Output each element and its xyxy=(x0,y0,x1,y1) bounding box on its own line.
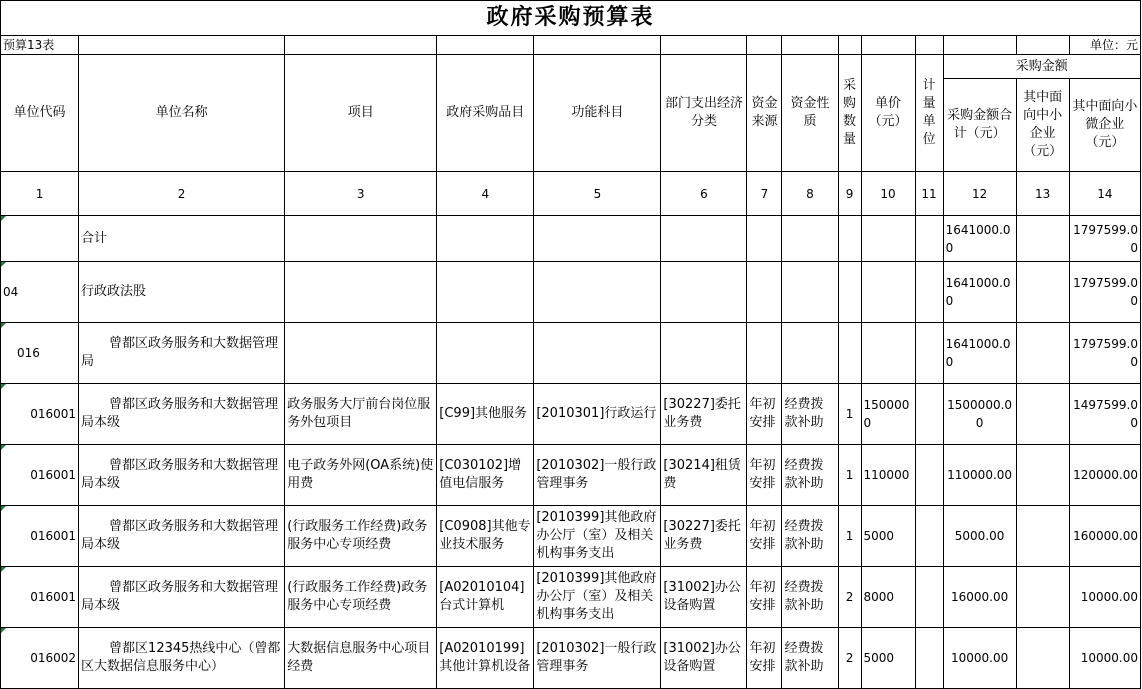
header-price: 单价（元） xyxy=(861,55,915,172)
row-func-subject xyxy=(534,262,661,323)
row-amount-sme xyxy=(1016,323,1069,384)
row-proc-item xyxy=(437,323,534,384)
header-amount-total: 采购金额合计（元） xyxy=(943,79,1016,172)
row-amount-sme xyxy=(1016,445,1069,506)
row-amount-micro: 10000.00 xyxy=(1069,628,1140,689)
row-econ-class: [31002]办公设备购置 xyxy=(661,567,747,628)
table-row xyxy=(1,445,1141,506)
col-number: 13 xyxy=(1016,172,1069,216)
row-project xyxy=(285,323,437,384)
row-unit-name: 曾都区政务服务和大数据管理局本级 xyxy=(79,506,285,567)
col-number: 7 xyxy=(747,172,782,216)
row-project: (行政服务工作经费)政务服务中心专项经费 xyxy=(285,567,437,628)
row-amount-total: 1500000.00 xyxy=(943,384,1016,445)
row-econ-class: [30227]委托业务费 xyxy=(661,384,747,445)
row-project: (行政服务工作经费)政务服务中心专项经费 xyxy=(285,506,437,567)
row-unit-name: 行政政法股 xyxy=(79,262,285,323)
table-row xyxy=(1,262,1141,323)
page-title: 政府采购预算表 xyxy=(1,1,1141,36)
col-number: 2 xyxy=(79,172,285,216)
table-body xyxy=(1,216,1141,689)
row-fund-nature: 经费拨款补助 xyxy=(782,384,838,445)
row-unit-code: 016001 xyxy=(1,445,79,506)
row-amount-micro: 1797599.00 xyxy=(1069,323,1140,384)
row-amount-sme xyxy=(1016,567,1069,628)
row-qty: 1 xyxy=(838,384,861,445)
row-unit-code: 04 xyxy=(1,262,79,323)
row-project: 政务服务大厅前台岗位服务外包项目 xyxy=(285,384,437,445)
row-func-subject: [2010399]其他政府办公厅（室）及相关机构事务支出 xyxy=(534,506,661,567)
row-unit-name: 曾都区12345热线中心（曾都区大数据信息服务中心） xyxy=(79,628,285,689)
unit-label: 单位：元 xyxy=(1069,36,1140,55)
col-number: 1 xyxy=(1,172,79,216)
row-amount-sme xyxy=(1016,216,1069,262)
row-price xyxy=(861,216,915,262)
row-qty: 2 xyxy=(838,628,861,689)
table-row xyxy=(1,567,1141,628)
table-row xyxy=(1,384,1141,445)
row-func-subject xyxy=(534,323,661,384)
header-fund-source: 资金来源 xyxy=(747,55,782,172)
row-proc-item xyxy=(437,216,534,262)
row-fund-source xyxy=(747,262,782,323)
row-amount-micro: 120000.00 xyxy=(1069,445,1140,506)
row-proc-item: [A02010199]其他计算机设备 xyxy=(437,628,534,689)
col-number: 6 xyxy=(661,172,747,216)
row-price: 5000 xyxy=(861,506,915,567)
header-amount-sme: 其中面向中小企业（元） xyxy=(1016,79,1069,172)
row-amount-micro: 160000.00 xyxy=(1069,506,1140,567)
row-fund-source: 年初安排 xyxy=(747,445,782,506)
row-unit-name: 曾都区政务服务和大数据管理局本级 xyxy=(79,567,285,628)
row-proc-item xyxy=(437,262,534,323)
row-fund-nature: 经费拨款补助 xyxy=(782,567,838,628)
row-unit-code: 016001 xyxy=(1,506,79,567)
row-price xyxy=(861,323,915,384)
col-number: 14 xyxy=(1069,172,1140,216)
header-unit-code: 单位代码 xyxy=(1,55,79,172)
row-unit-name: 曾都区政务服务和大数据管理局 xyxy=(79,323,285,384)
row-measure xyxy=(915,628,943,689)
row-unit-code: 016001 xyxy=(1,567,79,628)
row-project: 电子政务外网(OA系统)使用费 xyxy=(285,445,437,506)
row-func-subject: [2010399]其他政府办公厅（室）及相关机构事务支出 xyxy=(534,567,661,628)
row-unit-name: 合计 xyxy=(79,216,285,262)
row-func-subject xyxy=(534,216,661,262)
row-measure xyxy=(915,445,943,506)
col-number: 5 xyxy=(534,172,661,216)
row-fund-source xyxy=(747,216,782,262)
row-fund-nature xyxy=(782,262,838,323)
row-fund-nature: 经费拨款补助 xyxy=(782,506,838,567)
row-qty: 1 xyxy=(838,506,861,567)
header-unit-name: 单位名称 xyxy=(79,55,285,172)
row-fund-nature xyxy=(782,216,838,262)
row-measure xyxy=(915,216,943,262)
row-project: 大数据信息服务中心项目经费 xyxy=(285,628,437,689)
header-econ-class: 部门支出经济分类 xyxy=(661,55,747,172)
table-row xyxy=(1,628,1141,689)
row-project xyxy=(285,216,437,262)
row-amount-total: 1641000.00 xyxy=(943,323,1016,384)
row-econ-class: [31002]办公设备购置 xyxy=(661,628,747,689)
header-amount-group: 采购金额 xyxy=(943,55,1140,79)
row-fund-source: 年初安排 xyxy=(747,384,782,445)
col-number: 12 xyxy=(943,172,1016,216)
row-econ-class: [30227]委托业务费 xyxy=(661,506,747,567)
row-amount-sme xyxy=(1016,262,1069,323)
row-amount-micro: 1497599.00 xyxy=(1069,384,1140,445)
row-econ-class xyxy=(661,262,747,323)
row-price: 5000 xyxy=(861,628,915,689)
row-amount-total: 1641000.00 xyxy=(943,262,1016,323)
row-econ-class xyxy=(661,216,747,262)
header-amount-micro: 其中面向小微企业（元） xyxy=(1069,79,1140,172)
row-fund-nature xyxy=(782,323,838,384)
row-unit-name: 曾都区政务服务和大数据管理局本级 xyxy=(79,445,285,506)
row-price: 1500000 xyxy=(861,384,915,445)
row-proc-item: [C0908]其他专业技术服务 xyxy=(437,506,534,567)
header-proc-item: 政府采购品目 xyxy=(437,55,534,172)
row-fund-source: 年初安排 xyxy=(747,506,782,567)
row-qty: 2 xyxy=(838,567,861,628)
row-qty: 1 xyxy=(838,445,861,506)
table-row xyxy=(1,323,1141,384)
row-amount-sme xyxy=(1016,506,1069,567)
row-fund-source: 年初安排 xyxy=(747,628,782,689)
row-fund-source: 年初安排 xyxy=(747,567,782,628)
row-amount-sme xyxy=(1016,384,1069,445)
row-econ-class xyxy=(661,323,747,384)
row-qty xyxy=(838,323,861,384)
row-func-subject: [2010302]一般行政管理事务 xyxy=(534,628,661,689)
col-number: 10 xyxy=(861,172,915,216)
header-project: 项目 xyxy=(285,55,437,172)
row-price: 110000 xyxy=(861,445,915,506)
row-amount-total: 10000.00 xyxy=(943,628,1016,689)
row-qty xyxy=(838,216,861,262)
col-number: 8 xyxy=(782,172,838,216)
col-number: 3 xyxy=(285,172,437,216)
row-func-subject: [2010302]一般行政管理事务 xyxy=(534,445,661,506)
row-func-subject: [2010301]行政运行 xyxy=(534,384,661,445)
table-row xyxy=(1,506,1141,567)
table-row xyxy=(1,216,1141,262)
row-measure xyxy=(915,323,943,384)
header-fund-nature: 资金性质 xyxy=(782,55,838,172)
row-amount-sme xyxy=(1016,628,1069,689)
row-fund-nature: 经费拨款补助 xyxy=(782,628,838,689)
row-project xyxy=(285,262,437,323)
row-qty xyxy=(838,262,861,323)
row-proc-item: [C030102]增值电信服务 xyxy=(437,445,534,506)
col-number: 4 xyxy=(437,172,534,216)
row-amount-total: 16000.00 xyxy=(943,567,1016,628)
col-number: 11 xyxy=(915,172,943,216)
col-number: 9 xyxy=(838,172,861,216)
row-amount-total: 110000.00 xyxy=(943,445,1016,506)
row-unit-code xyxy=(1,216,79,262)
row-proc-item: [C99]其他服务 xyxy=(437,384,534,445)
row-econ-class: [30214]租赁费 xyxy=(661,445,747,506)
row-measure xyxy=(915,506,943,567)
row-measure xyxy=(915,567,943,628)
header-qty: 采购数量 xyxy=(838,55,861,172)
row-fund-nature: 经费拨款补助 xyxy=(782,445,838,506)
table-id: 预算13表 xyxy=(1,36,79,55)
row-price xyxy=(861,262,915,323)
row-unit-name: 曾都区政务服务和大数据管理局本级 xyxy=(79,384,285,445)
row-measure xyxy=(915,262,943,323)
row-proc-item: [A02010104]台式计算机 xyxy=(437,567,534,628)
row-measure xyxy=(915,384,943,445)
row-unit-code: 016001 xyxy=(1,384,79,445)
header-func-subject: 功能科目 xyxy=(534,55,661,172)
row-amount-micro: 10000.00 xyxy=(1069,567,1140,628)
row-unit-code: 016002 xyxy=(1,628,79,689)
row-amount-total: 5000.00 xyxy=(943,506,1016,567)
row-unit-code: 016 xyxy=(1,323,79,384)
row-amount-micro: 1797599.00 xyxy=(1069,262,1140,323)
row-amount-total: 1641000.00 xyxy=(943,216,1016,262)
column-number-row xyxy=(1,172,1141,216)
header-measure: 计量单位 xyxy=(915,55,943,172)
row-amount-micro: 1797599.00 xyxy=(1069,216,1140,262)
row-fund-source xyxy=(747,323,782,384)
row-price: 8000 xyxy=(861,567,915,628)
